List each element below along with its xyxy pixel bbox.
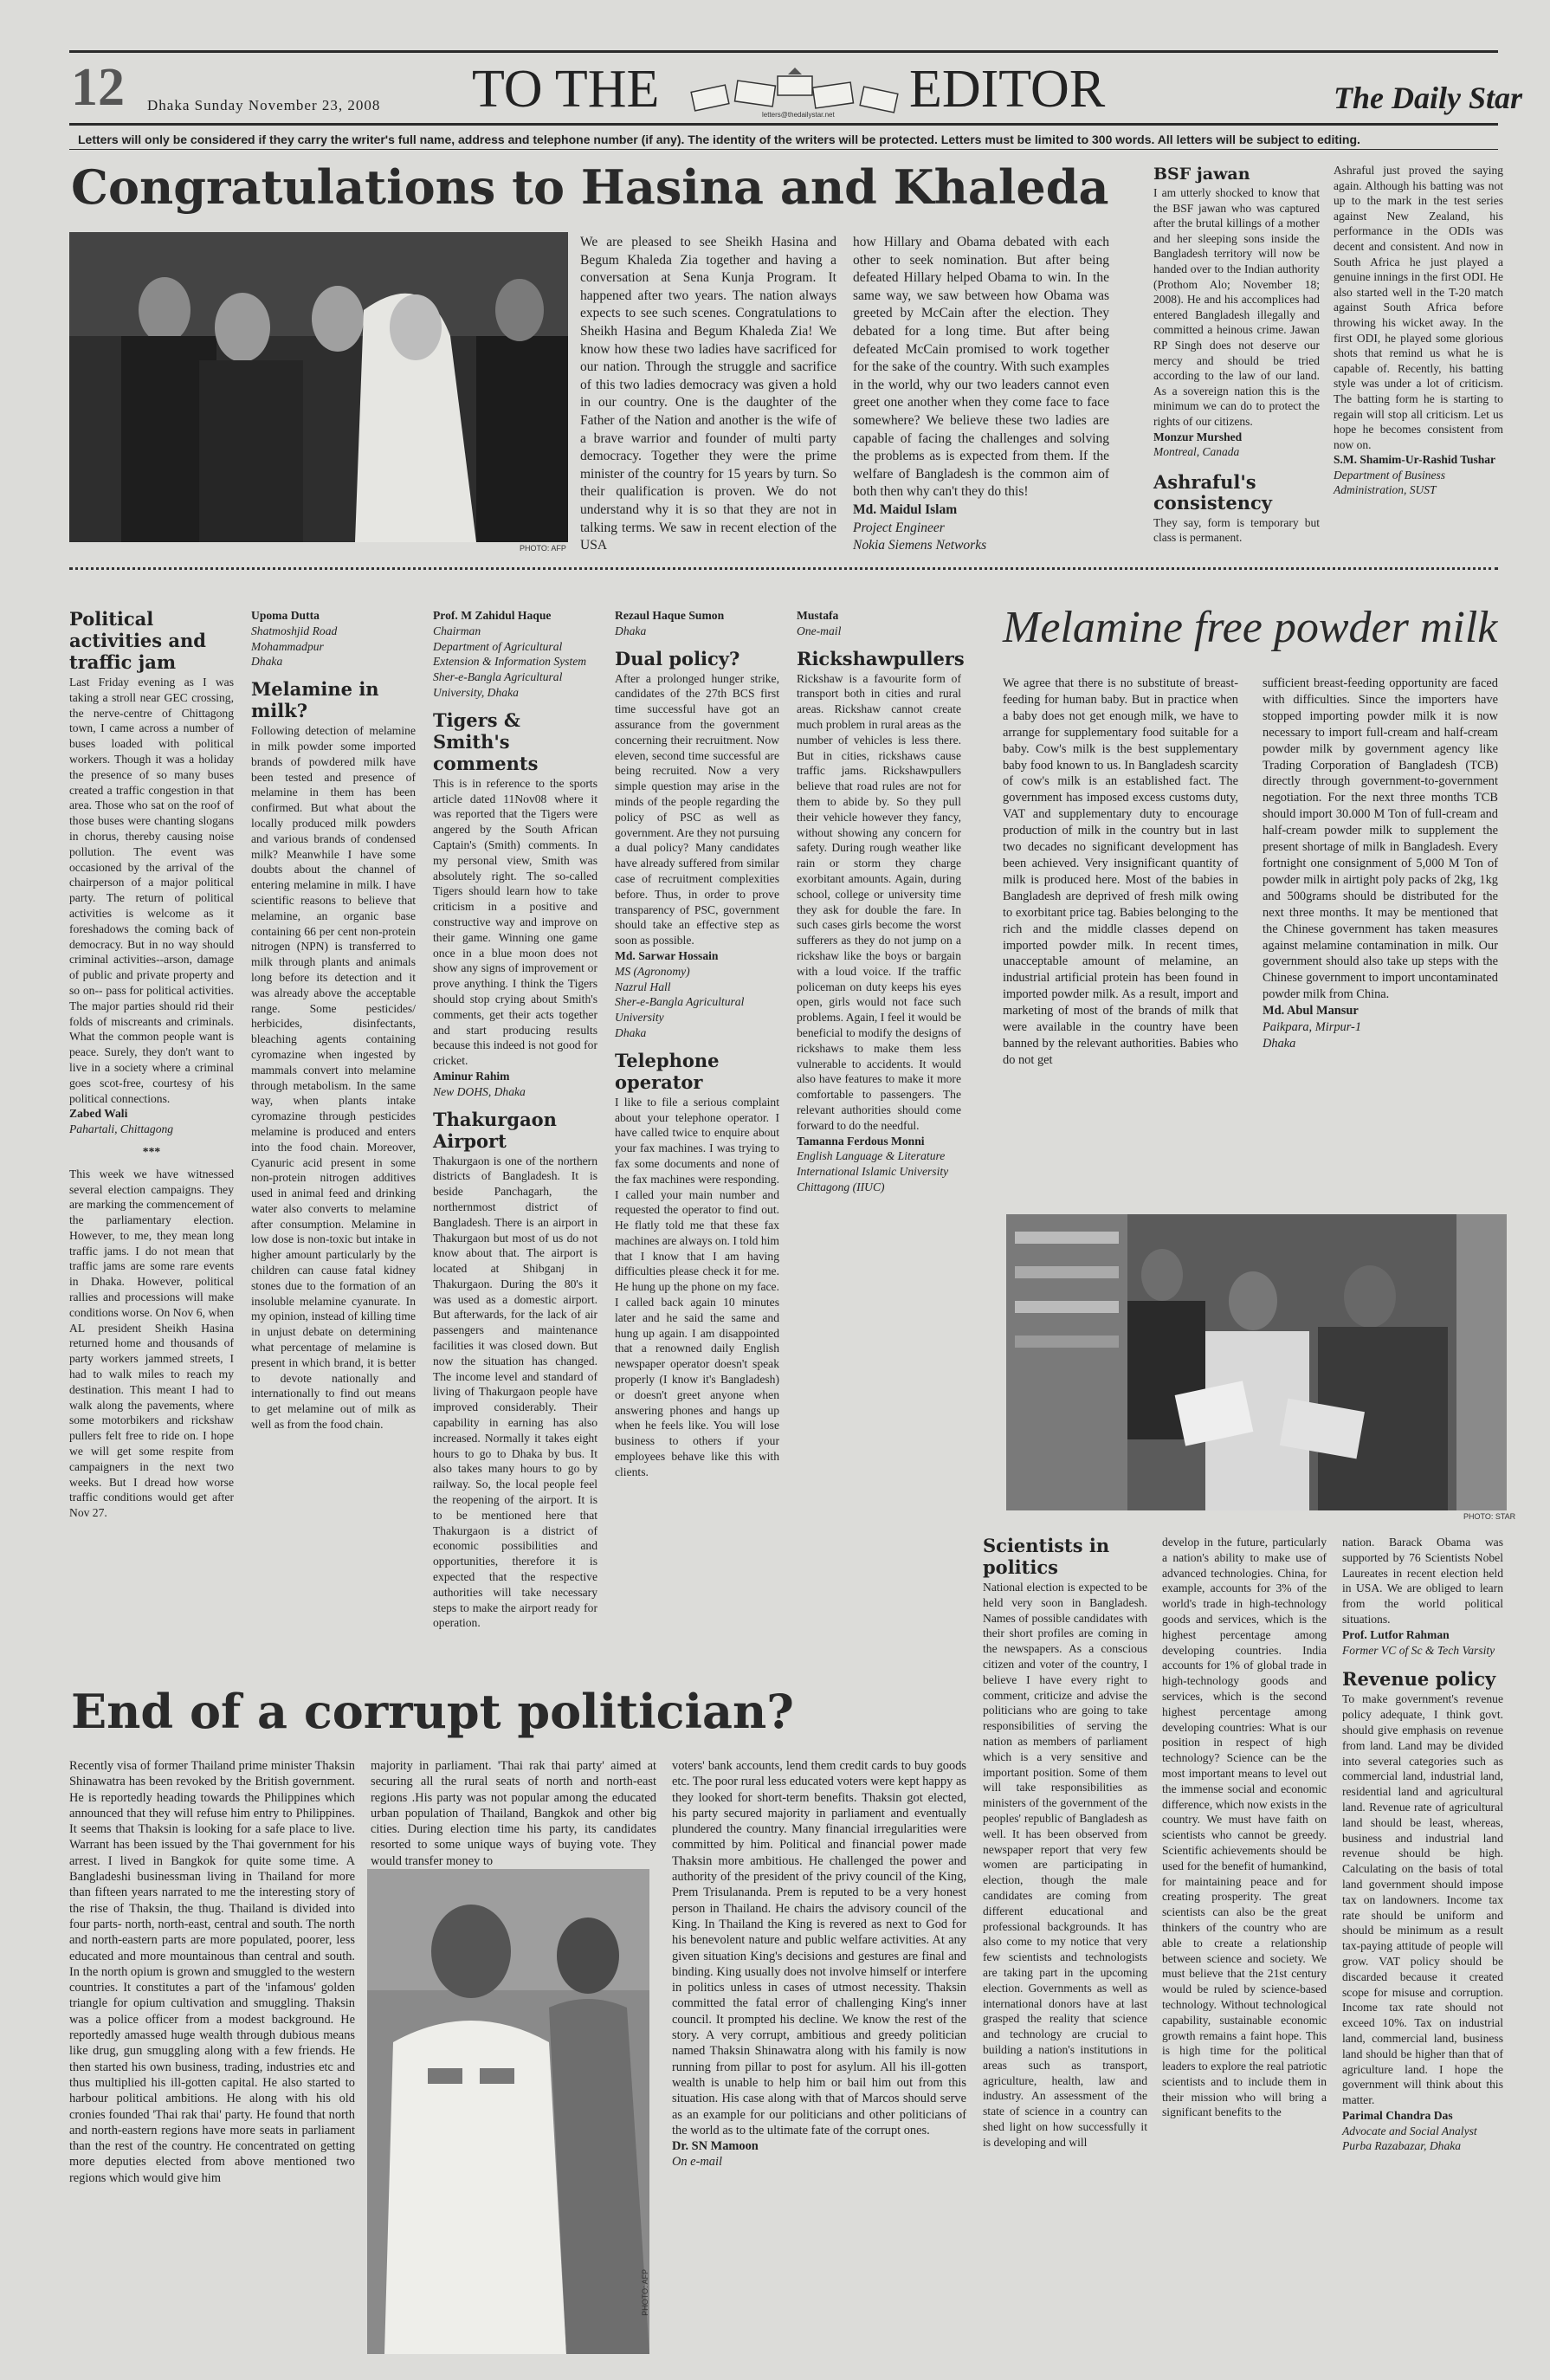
melamine-milk-heading: Melamine in milk? — [251, 678, 379, 722]
scientists-body-3: nation. Barack Obama was supported by 76 Scientists Nobel Laureates in recent election held in USA. We are obliged to learn from the world political situations. — [1342, 1536, 1503, 1626]
dual-sig-line4: Dhaka — [615, 1025, 647, 1039]
lead-column-1 — [580, 234, 836, 554]
shop-photo — [1006, 1214, 1507, 1510]
political-letter — [69, 608, 234, 1672]
section-title-right: EDITOR — [909, 60, 1106, 119]
notice-rule — [69, 149, 1498, 150]
page-number: 12 — [71, 58, 125, 117]
corrupt-column-2 — [371, 1758, 656, 1868]
shop-photo-image — [1006, 1214, 1507, 1510]
dual-sig-line2: Nazrul Hall — [615, 980, 671, 993]
lead-photo-credit: PHOTO: AFP — [520, 544, 566, 553]
dual-heading: Dual policy? — [615, 647, 740, 669]
lead-body-1: We are pleased to see Sheikh Hasina and Begum Khaleda Zia together and having a conversation at Sena Kunja Program. It happened after two years. The nation always expects to see such scenes. Congratulations to Sheikh Hasina and Begum Khaleda Zia! We know how these two ladies have sacrificed for our nation. Through the struggle and sacrifice of this two ladies democracy was given a hold in our country. One is the daughter of the Father of the Nation and another is the wife of a brave warrior and founder of multi party democracy. Together they were the prime minister of the country for 15 years by turn. So their qualification is proven. We do not understand why it is so that they are not in talking terms. We saw in recent election of the USA — [580, 235, 836, 553]
editor-email: letters@thedailystar.net — [762, 111, 835, 119]
revenue-sig-line1: Advocate and Social Analyst — [1342, 2124, 1477, 2137]
telephone-sig-line1: One-mail — [797, 624, 842, 637]
political-signature: Zabed Wali — [69, 1107, 128, 1121]
melamine-free-body-1: We agree that there is no substitute of breast-feeding for human baby. But in practice when a baby does not get enough milk, we have to arrange for supplementary food suitable for a baby. Cow's milk is the best supplementary baby food known to us. In Bangladesh scarcity of cow's milk is an established fact. The government has imposed excess customs duty, VAT and supplementary duty to encourage production of milk in the country but in last two decades no significant development has been achieved. Very insignificant quantity of milk is produced here. Most of the babies in Bangladesh are deprived of fresh milk owing to exorbitant price tag. Babies belonging to the rich and the middle classes depend on imported powder milk. In recent times, unacceptable amount of melamine, an industrial artificial protein has been found in imported powder milk. As a result, import and marketing of most of the brands of milk that were available in the country have been banned by the relevant authorities. Babies who do not get — [1003, 676, 1238, 1067]
corrupt-body-1: Recently visa of former Thailand prime minister Thaksin Shinawatra has been revoked by the British government. He is reportedly heading towards the Philippines which announced that they will refuse him entry to Philippines. It seems that Thaksin is looking for a safe place to live. Warrant has been issued by the Thai government for his arrest. I lived in Bangkok for quite some time. A Bangladeshi businessman living in Thailand for more than fifteen years narrated to me the interesting story of the rise of Thaksin, the thug. Thailand is divided into four parts- north, north-east, central and south. The north and north-eastern parts are more populated, poorer, less educated and more mountainous than central and south. In the north opium is grown and smuggled to the western countries. It constitutes a part of the 'infamous' golden triangle for opium cultivation and smuggling. Thaksin was a police officer from a modest background. He reportedly amassed huge wealth through dubious means like drug, gun smuggling along with a few friends. He then started his own business, trading, industries etc and thus multiplied his ill-gotten capital. He also started to harbour political ambitions. He along with his old cronies founded 'Thai rak thai' party. He found that north and north-eastern regions have more seats in parliament than the rest of the country. He concentrated on getting more deputies elected from above mentioned two regions which would give him — [69, 1759, 355, 2185]
scientists-column-2 — [1162, 1535, 1327, 2375]
melamine-free-body-2: sufficient breast-feeding opportunity are faced with difficulties. Since the importers have stopped importing powder milk it is now necessary to import full-cream and half-cream powder milk by government agency like Trading Corporation of Bangladesh (TCB) directly through government-to-government negotiation. For the next three months TCB should import 30.000 M Ton of full-cream and half-cream powder milk to supplement the present shortage of milk in Bangladesh. Every fortnight one consignment of 5,000 M Ton of powder milk in airtight poly packs of 2kg, 1kg and 500grams should be distributed for the next three months. It may be mentioned that the Chinese government has taken measures against melamine contamination in milk. Our government should also take up steps with the Chinese government to import uncontaminated powder milk from China. — [1263, 676, 1498, 1002]
dotted-divider-1 — [69, 567, 1498, 570]
corrupt-column-3 — [672, 1758, 966, 2375]
scientists-body-1: National election is expected to be held very soon in Bangladesh. Names of possible candidates with their short profiles are coming in the newspapers. As a conscious citizen and voter of the country, I believe I have every right to comment, criticize and advise the politicians who are going to take responsibilities of serving the nation as members of parliament which is a very sensitive and important position. Some of them will take responsibilities as ministers of the government of the peoples' republic of Bangladesh as well. It has been observed from newspaper report that very few women are participating in election, though the male candidates are coming from different educational and professional backgrounds. It has also come to my notice that very few scientists and technologists are taking part in the upcoming election. Governments as well as international donors have at last grasped the reality that science and technology are crucial to building a nation's institutions in areas such as transport, agriculture, health, law and industry. An assessment of the state of science in a country can shed light on how successfully it is developing and will — [983, 1581, 1147, 2149]
scientists-heading: Scientists in politics — [983, 1535, 1110, 1578]
masthead-bottom-rule — [69, 123, 1498, 126]
dual-sig-line3: Sher-e-Bangla Agricultural University — [615, 995, 745, 1025]
letters-notice: Letters will only be considered if they carry the writer's full name, address and telephone number (if any). The identity of the writers will be protected. Letters must be limited to 300 words. All letters will be subject to editing. — [78, 133, 1360, 146]
political-sig-line1: Pahartali, Chittagong — [69, 1122, 174, 1136]
melamine-milk-signature: Prof. M Zahidul Haque — [433, 609, 552, 622]
rickshaw-body: Rickshaw is a favourite form of transport both in cities and rural areas. Rickshaw cannot create much problem in rural areas as the number of vehicles is less there. But in cities, rickshaws cause traffic jams. Rickshawpullers believe that road rules are not for them to abide by. So they pull their vehicle however they fancy, without showing any concern for safety. During rough weather like rain or storm they charge exorbitant amounts. Again, during school, college or university time they ask for double the fare. In such cases girls become the worst sufferers as they do not jump on a rickshaw like the boys or bargain with a loud voice. If the traffic policeman on duty keeps his eyes open, girls would not face such problems. Again, I feel it would be beneficial to modify the designs of rickshaws to make them less vulnerable to accidents. It would also have features to make it more comfortable to passengers. The relevant authorities should come forward to do the needful. — [797, 671, 961, 1132]
thakurgaon-sig-line1: Dhaka — [615, 624, 647, 637]
melamine-milk-sig-line2: Department of Agricultural Extension & Information System — [433, 639, 587, 669]
lead-sig-line1: Project Engineer — [853, 520, 945, 535]
lead-column-2 — [853, 234, 1109, 554]
leaders-photo-image — [69, 232, 568, 542]
melamine-milk-column — [251, 608, 416, 1672]
scientists-column-1 — [983, 1535, 1147, 2375]
lead-signature: Md. Maidul Islam — [853, 501, 958, 517]
scientists-revenue-column — [1342, 1535, 1503, 2375]
scientists-signature: Prof. Lutfor Rahman — [1342, 1627, 1450, 1641]
bsf-signature: Monzur Murshed — [1153, 430, 1243, 443]
telephone-heading: Telephone operator — [615, 1049, 720, 1093]
political-signature-2: Upoma Dutta — [251, 609, 320, 622]
rickshaw-sig-line1: English Language & Literature — [797, 1149, 946, 1163]
rickshaw-heading: Rickshawpullers — [797, 647, 965, 669]
dateline: Dhaka Sunday November 23, 2008 — [147, 97, 381, 113]
melamine-free-column-2 — [1263, 676, 1498, 1213]
thakurgaon-body: Thakurgaon is one of the northern districts of Bangladesh. It is beside Panchagarh, the northernmost district of Bangladesh. There is an airport in Thakurgaon but most of us do not know about that. The airport is located at Shibganj in Thakurgaon. During the 80's it was used as a domestic airport. But afterwards, for the lack of air passengers and maintenance facilities it was closed down. But now the situation has changed. The income level and standard of living of Thakurgaon people have improved considerably. Their capability in earning has also increased. Normally it takes eight hours to go to Dhaka by bus. It also takes many hours to go by railway. So, the local people feel the reopening of the airport. It is to be mentioned here that Thakurgaon is a district of economic possibilities and opportunities, therefore it is expected that the respective authorities will take necessary steps to make the airport ready for operation. — [433, 1154, 597, 1630]
masthead-top-rule — [69, 50, 1498, 53]
thaksin-photo-image — [367, 1869, 649, 2354]
political-sig2-line3: Dhaka — [251, 655, 283, 669]
corrupt-body-3: voters' bank accounts, lend them credit cards to buy goods etc. The poor rural less educated voters were kept happy as they looked for short-term benefits. Thaksin got elected, his party secured majority in parliament and eventually plundered the country. Many financial irregularities were committed by him. Political and financial power made Thaksin more ambitious. He challenged the power and authority of the president of the privy council of the King, Prem Trisulananda. Prem is reputed to be a very honest person in Thailand. He chairs the advisory council of the King. In Thailand the King is revered as next to God for his benevolent nature and public welfare activities. At any given situation King's decisions and gestures are final and binding. King usually does not involve himself or interfere in politics unless in cases of utmost necessity. Thaksin committed the fatal error of challenging King's inner council. It prompted his decline. We know the rest of the story. A very corrupt, ambitious and greedy politician named Thaksin Shinawatra along with his family is now running from pillar to post for asylum. All his ill-gotten wealth is unable to help him or bail him out from this situation. His case along with that of Marcos should serve as an example for our politicians and other politicians of the world as to the ultimate fate of the corrupt ones. — [672, 1759, 966, 2137]
melamine-milk-body: Following detection of melamine in milk powder some imported brands of powdered milk have been tested and presence of melamine in them has been confirmed. But what about the locally produced milk powders and various brands of condensed milk? Meanwhile I have some doubts about the channel of entering melamine in milk. I have scientific reasons to believe that melamine, an organic base containing 66 per cent non-protein nitrogen (NPN) is transferred to milk through plants and animals long before its detection and it was already above the acceptable range. Some pesticides/ herbicides, disinfectants, bleaching agents containing cyromazine when ingested by mammals convert into melamine through metabolism. In the same way, when plants intake cyromazine through pesticides melamine is produced and enters into the food chain. Moreover, Cyanuric acid present in some non-protein nitrogen additives used in animal feed and drinking water also converts to melamine after consumption. Melamine in low dose is non-toxic but intake in higher amount particularly by the children can cause fatal kidney stones due to the formation of an insoluble melamine cyanurate. In my opinion, instead of killing time in unjust debate on determining what percentage of melamine is present in which brand, it is better to devote nationally and internationally to find out means to get melamine out of milk as well as from the food chain. — [251, 724, 416, 1432]
political-separator: *** — [142, 1144, 161, 1158]
scientists-body-2: develop in the future, particularly a nation's ability to make use of advanced technologies. China, for example, accounts for 3% of the world's trade in high-technology goods and services, which is the highest percentage among developing countries. India accounts for 1% of global trade in high-technology goods and services, which is the second highest percentage among developing countries: What is our position in respect of high technology? Science can be the most important means to level out the immense social and economic difference, which now exists in the country. We must have faith on scientists who cannot be greedy. Scientific achievements should be used for the benefit of humankind, for maintaining peace and for creating prosperity. The great scientists can also be the great thinkers of the country who are able to create a relationship between science and society. We must believe that the 21st century would be ruled by science-based technology. Without technological capability, sustainable economic growth remains a faint hope. This is high time for the political leaders to explore the real patriotic scientists and to include them in their mission who will bring a significant benefits to the — [1162, 1536, 1327, 2119]
tigers-signature: Aminur Rahim — [433, 1069, 510, 1083]
revenue-heading: Revenue policy — [1342, 1668, 1496, 1691]
political-sig2-line2: Mohammadpur — [251, 639, 324, 653]
corrupt-headline: End of a corrupt politician? — [71, 1684, 794, 1739]
revenue-sig-line2: Purba Razabazar, Dhaka — [1342, 2139, 1462, 2153]
bsf-letter — [1153, 165, 1320, 546]
thaksin-photo-credit: PHOTO: AFP — [641, 2269, 649, 2316]
dual-body: After a prolonged hunger strike, candidates of the 27th BCS first time successful have got an assurance from the government concerning their recruitment. Now eleven, second time successful are being recruited. Now a very simple question may arise in the minds of the people regarding the policy of PSC as well as government. Are they not pursuing a dual policy? Many candidates have already suffered from similar case of recruitment complexities before. Thus, in order to prove transparency of PSC, government should take an effective step as soon as possible. — [615, 671, 779, 947]
melamine-free-sig-line1: Paikpara, Mirpur-1 — [1263, 1020, 1362, 1035]
revenue-signature: Parimal Chandra Das — [1342, 2108, 1453, 2122]
corrupt-body-2: majority in parliament. 'Thai rak thai party' aimed at securing all the rural seats of north and north-east regions .His party was not popular among the educated urban population of Thailand, Bangkok and other big cities. During election time his party, its candidates resorted to some unique ways of buying vote. They would transfer money to — [371, 1759, 656, 1868]
scientists-sig-line1: Former VC of Sc & Tech Varsity — [1342, 1643, 1495, 1657]
ashraful-signature: S.M. Shamim-Ur-Rashid Tushar — [1334, 453, 1496, 467]
ashraful-sig-line1: Department of Business Administration, SUST — [1334, 468, 1445, 497]
bsf-body: I am utterly shocked to know that the BSF jawan who was captured after the brutal killings of a mother and her sleeping sons inside the Bangladesh territory will now be handed over to the Indian authority (Prothom Alo; November 18; 2008). He and his accomplices had entered Bangladesh illegally and committed a heinous crime. Jawan RP Singh does not deserve our mercy and should be tried according to the law of our land. As a sovereign nation this is the minimum we can do to protect the rights of our citizens. — [1153, 186, 1320, 428]
corrupt-column-1 — [69, 1758, 355, 2375]
political-body-b: This week we have witnessed several election campaigns. They are marking the commencement of the parliamentary election. However, to me, they mean long traffic jams. I do not mean that traffic jams are some rare events in Dhaka. However, political rallies and processions will make conditions worse. On Nov 6, when AL president Sheikh Hasina returned home and thousands of party workers jammed streets, I had to walk miles to reach my destination. This meant I had to walk along the pavements, where some motorbikers and rickshaw pullers felt free to ride on. I hope we will get some respite from campaigners in the next two weeks. But I dread how worse traffic conditions would get after Nov 27. — [69, 1167, 234, 1520]
tigers-body: This is in reference to the sports article dated 11Nov08 where it was reported that the Tigers were angered by the South African Captain's (Smith) comments. In my personal view, Smith was absolutely right. The so-called Tigers should learn how to take criticism in a positive and constructive way and improve on their game. Winning one game once in a blue moon does not show any signs of improvement or prove anything. I think the Tigers should stop crying about Smith's comments, get their acts together and start producing results because this indeed is not good for cricket. — [433, 776, 597, 1068]
melamine-free-signature: Md. Abul Mansur — [1263, 1004, 1359, 1019]
political-heading: Political activities and traffic jam — [69, 608, 206, 673]
tigers-sig-line1: New DOHS, Dhaka — [433, 1084, 526, 1098]
melamine-milk-sig-line1: Chairman — [433, 624, 481, 637]
tigers-heading: Tigers & Smith's comments — [433, 708, 539, 774]
tigers-column — [433, 608, 597, 1672]
telephone-signature: Mustafa — [797, 609, 839, 622]
political-sig2-line1: Shatmoshjid Road — [251, 624, 338, 637]
bsf-sig-line1: Montreal, Canada — [1153, 445, 1240, 459]
melamine-free-column-1 — [1003, 676, 1238, 1213]
melamine-milk-sig-line3: Sher-e-Bangla Agricultural University, Dhaka — [433, 670, 563, 699]
ashraful-heading: Ashraful's consistency — [1153, 470, 1273, 514]
ashraful-letter — [1334, 163, 1503, 553]
thakurgaon-signature: Rezaul Haque Sumon — [615, 609, 725, 622]
corrupt-signature: Dr. SN Mamoon — [672, 2139, 759, 2154]
ashraful-body-b: Ashraful just proved the saying again. Although his batting was not up to the mark in the test series against New Zealand, his performance in the ODIs was decent and consistent. And now in South Africa he just played a genuine innings in the first ODI. He also started well in the T-20 match against South Africa before throwing his wicket away. In the first ODI, he played some glorious shots that remind us what he is capable of. Recently, his batting style was under a lot of criticism. The batting form he is starting to regain will stop all criticism. Let us hope he becomes consistent from now on. — [1334, 164, 1503, 451]
rickshaw-column — [797, 608, 965, 1672]
melamine-free-headline: Melamine free powder milk — [1003, 603, 1498, 652]
section-title-left: TO THE — [472, 60, 660, 119]
shop-photo-credit: PHOTO: STAR — [1463, 1512, 1516, 1521]
dual-policy-column — [615, 608, 779, 1672]
rickshaw-signature: Tamanna Ferdous Monni — [797, 1134, 925, 1148]
telephone-body: I like to file a serious complaint about your telephone operator. I have called twice to enquire about your fax machines. I was trying to fax some documents and none of the fax machines were responding. I called your main number and requested the operator to find out. He flatly told me that these fax machines are always on. I told him that I know that I am having difficulties please check it for me. He hung up the phone on my face. I called back again 10 minutes later and he said the same and hung up again. I am disappointed that a renowned daily English newspaper operator doesn't speak properly (I know it's Bangladesh) or doesn't greet anyone when answering phones and hangs up when he feels like. You will lose business to others if your employees behave like this with clients. — [615, 1095, 779, 1478]
thakurgaon-heading: Thakurgaon Airport — [433, 1108, 557, 1152]
corrupt-sig-line1: On e-mail — [672, 2155, 722, 2170]
dual-sig-line1: MS (Agronomy) — [615, 964, 690, 978]
political-body-a: Last Friday evening as I was taking a stroll near GEC crossing, the nerve-centre of Chittagong town, I came across a number of buses loaded with political workers. Though it was a holiday the presence of so many buses created a traffic congestion in that area. Those who sat on the roof of those buses were chanting slogans in chorus, thereby causing noise pollution. The event was occasioned by the arrival of the chairperson of a major political party. The return of political activities is welcome as it foreshadows the coming back of democracy. But in no way should criminal activities--arson, damage of public and private property and so on-- pass for political activities. The major parties should rid their folds of miscreants and criminals. What the common people want is peace. Surely, they don't want to live in a society where a criminal goes scot-free, courtesy of his political connections. — [69, 676, 234, 1105]
rickshaw-sig-line2: International Islamic University Chittagong (IIUC) — [797, 1165, 949, 1193]
lead-sig-line2: Nokia Siemens Networks — [853, 538, 987, 553]
leaders-photo — [69, 232, 568, 542]
lead-headline: Congratulations to Hasina and Khaleda — [71, 159, 1109, 215]
melamine-free-sig-line2: Dhaka — [1263, 1036, 1296, 1051]
dual-signature: Md. Sarwar Hossain — [615, 948, 719, 962]
newspaper-logo: The Daily Star — [1334, 81, 1523, 115]
revenue-body: To make government's revenue policy adequate, I think govt. should give emphasis on revenue from land. Land may be divided into several categories such as commercial land, industrial land, residential land and agricultural land. Revenue rate of agricultural land should be least, whereas, business and industrial land revenue should be high. Calculating on the basis of total land government should impose tax on landowners. Income tax rate should be uniform and should be minimum as a result tax-paying attitude of people will grow. VAT policy should be discarded because it created scope for misuse and corruption. Income tax rate should not exceed 10%. Tax on industrial land, commercial land, business land should be higher than that of agriculture land. I hope the government will think about this matter. — [1342, 1692, 1503, 2107]
thaksin-photo — [367, 1869, 649, 2354]
bsf-heading: BSF jawan — [1153, 165, 1250, 184]
ashraful-body-a: They say, form is temporary but class is permanent. — [1153, 515, 1320, 545]
lead-body-2: how Hillary and Obama debated with each other to seek nomination. But after being defeated Hillary helped Obama to win. In the same way, we saw between how Obama was greeted by McCain after the election. They debated for a long time. But after being defeated McCain promised to work together for the sake of the country. With such examples in the world, why our two leaders cannot even greet one another when they come face to face somewhere? We believe these two ladies are capable of facing the challenges and solving the problems as is expected from them. If the welfare of Bangladesh is the common aim of both then why can't they do this! — [853, 235, 1109, 500]
